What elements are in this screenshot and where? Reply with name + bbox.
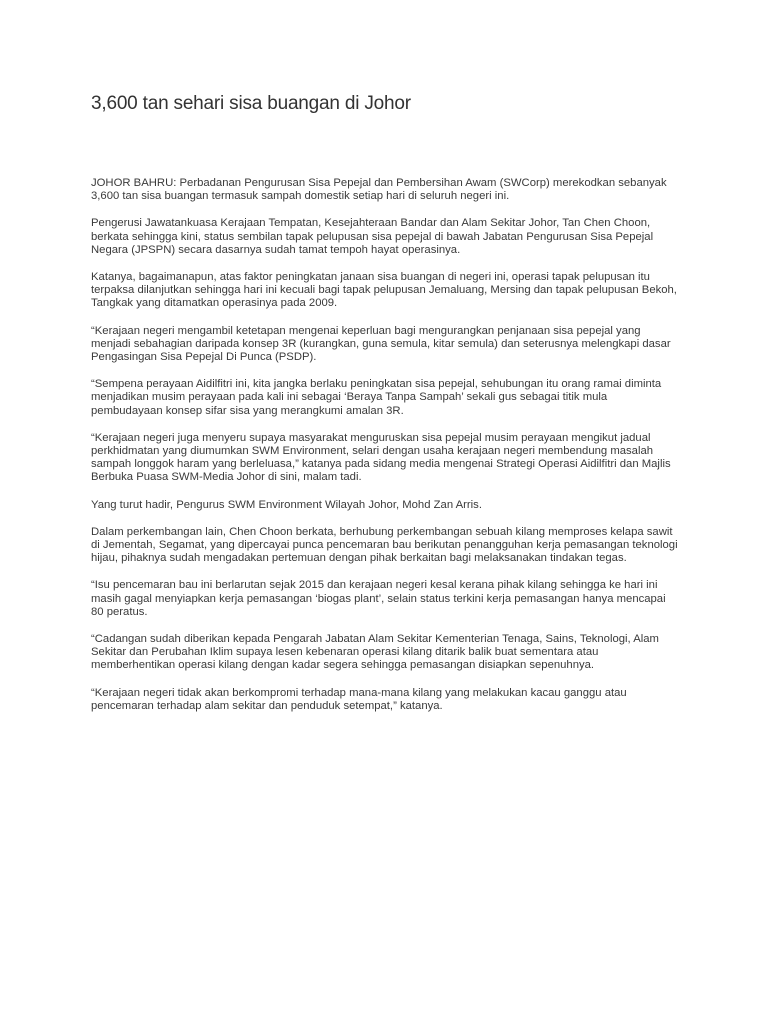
article-title: 3,600 tan sehari sisa buangan di Johor	[91, 93, 411, 114]
article-paragraph: “Cadangan sudah diberikan kepada Pengarah Jabatan Alam Sekitar Kementerian Tenaga, Sains, Teknologi, Alam Sekitar dan Perubahan Iklim supaya lesen kebenaran operasi kilang ditarik balik buat sementara atau memberhentikan operasi kilang dengan kadar segera sehingga pemasangan disiapkan sepenuhnya.	[91, 633, 659, 672]
article-paragraph: “Sempena perayaan Aidilfitri ini, kita jangka berlaku peningkatan sisa pepejal, sehubungan itu orang ramai diminta menjadikan musim perayaan pada kali ini sebagai ‘Beraya Tanpa Sampah’ sekali gus sebagai titik mula pembudayaan konsep sifar sisa yang merangkumi amalan 3R.	[91, 378, 662, 417]
article-paragraph: “Isu pencemaran bau ini berlarutan sejak 2015 dan kerajaan negeri kesal kerana pihak kilang sehingga ke hari ini masih gagal menyiapkan kerja pemasangan ‘biogas plant’, selain status terkini kerja pemasangan hanya mencapai 80 peratus.	[91, 579, 666, 618]
article-paragraph: Katanya, bagaimanapun, atas faktor peningkatan janaan sisa buangan di negeri ini, operasi tapak pelupusan itu terpaksa dilanjutkan sehingga hari ini kecuali bagi tapak pelupusan Jemaluang, Mersing dan tapak pelupusan Bekoh, Tangkak yang ditamatkan operasinya pada 2009.	[91, 271, 677, 310]
article-paragraph: “Kerajaan negeri mengambil ketetapan mengenai keperluan bagi mengurangkan penjanaan sisa pepejal yang menjadi sebahagian daripada konsep 3R (kurangkan, guna semula, kitar semula) dan seterusnya melengkapi dasar Pengasingan Sisa Pepejal Di Punca (PSDP).	[91, 324, 671, 364]
article-paragraph: Yang turut hadir, Pengurus SWM Environment Wilayah Johor, Mohd Zan Arris.	[91, 498, 482, 511]
article-paragraph: “Kerajaan negeri juga menyeru supaya masyarakat menguruskan sisa pepejal musim perayaan mengikut jadual perkhidmatan yang diumumkan SWM Environment, selari dengan usaha kerajaan negeri membendung masalah sampah longgok haram yang berleluasa,” katanya pada sidang media mengenai Strategi Operasi Aidilfitri dan Majlis Berbuka Puasa SWM-Media Johor di sini, malam tadi.	[91, 431, 671, 484]
article-body	[91, 177, 681, 727]
article-paragraph: JOHOR BAHRU: Perbadanan Pengurusan Sisa Pepejal dan Pembersihan Awam (SWCorp) merekodkan sebanyak 3,600 tan sisa buangan termasuk sampah domestik setiap hari di seluruh negeri ini.	[91, 177, 667, 203]
article-paragraph: “Kerajaan negeri tidak akan berkompromi terhadap mana-mana kilang yang melakukan kacau ganggu atau pencemaran terhadap alam sekitar dan penduduk setempat,” katanya.	[91, 686, 627, 712]
article-paragraph: Dalam perkembangan lain, Chen Choon berkata, berhubung perkembangan sebuah kilang memproses kelapa sawit di Jementah, Segamat, yang dipercayai punca pencemaran bau berikutan penangguhan kerja pemasangan teknologi hijau, pihaknya sudah mengadakan pertemuan dengan pihak berkaitan bagi melaksanakan tindakan tegas.	[91, 525, 678, 565]
article-paragraph: Pengerusi Jawatankuasa Kerajaan Tempatan, Kesejahteraan Bandar dan Alam Sekitar Johor, Tan Chen Choon, berkata sehingga kini, status sembilan tapak pelupusan sisa pepejal di bawah Jabatan Pengurusan Sisa Pepejal Negara (JPSPN) secara dasarnya sudah tamat tempoh hayat operasinya.	[91, 217, 654, 256]
